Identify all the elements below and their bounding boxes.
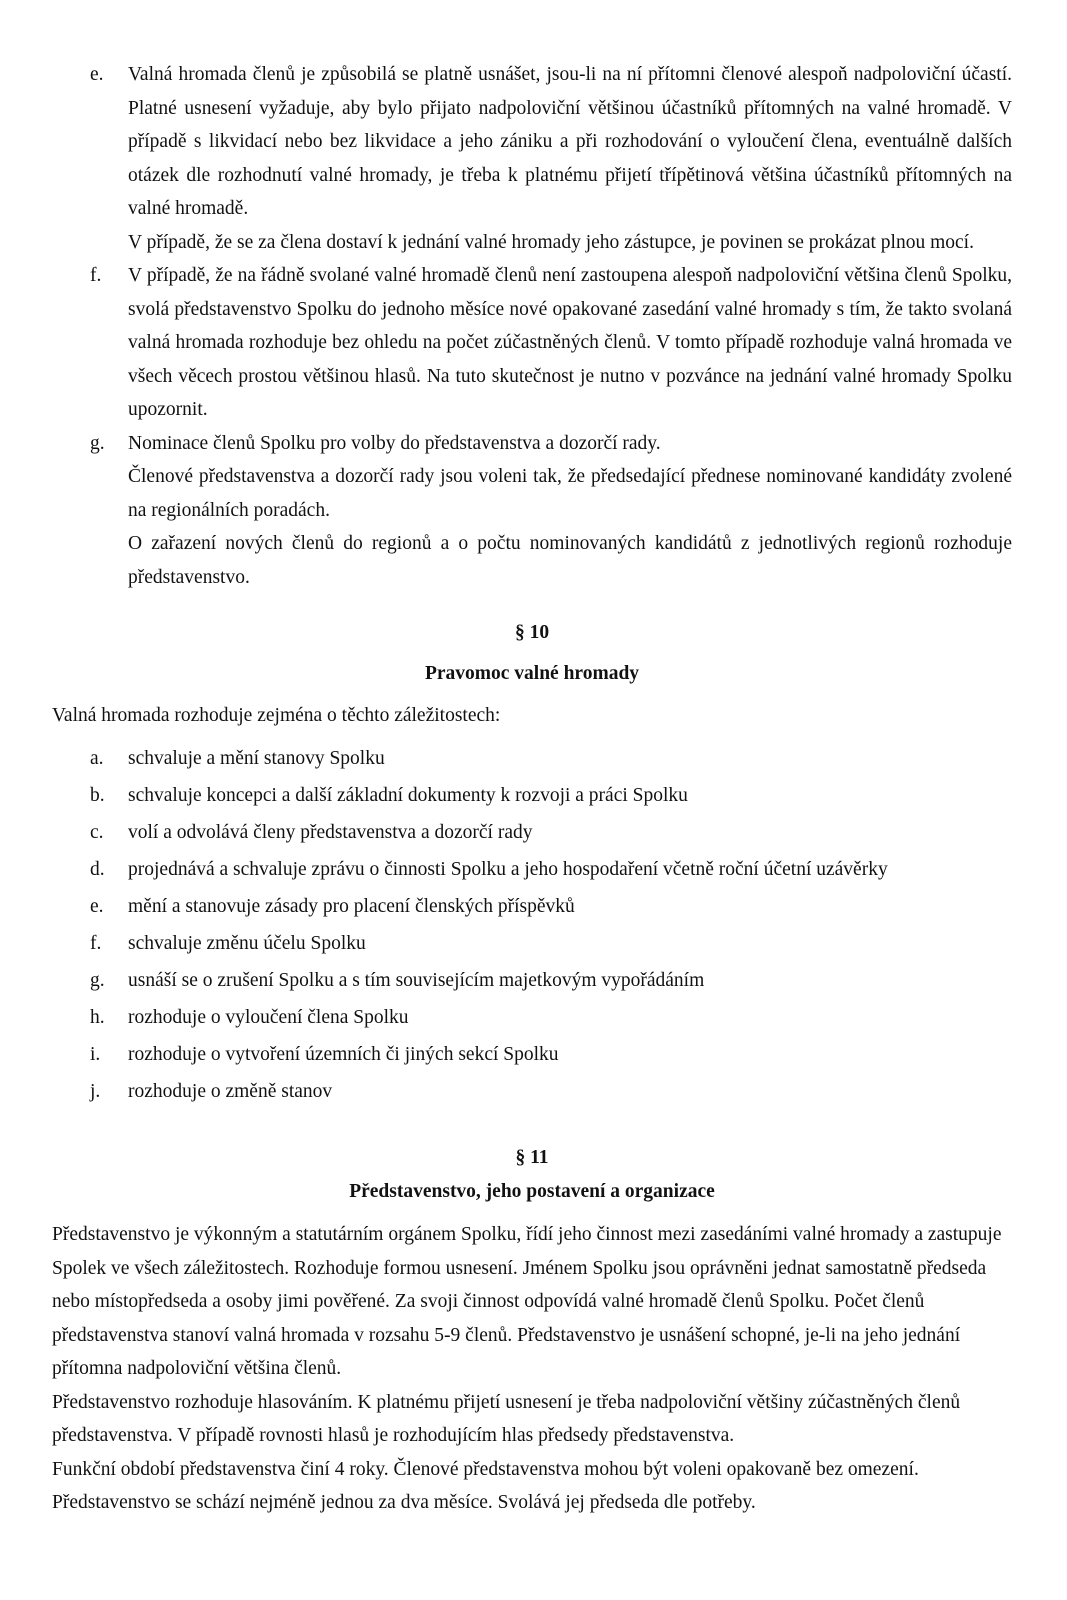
clause-marker-f: f.: [90, 265, 102, 286]
section-10-heading: [52, 616, 1012, 690]
clause-paragraph: V případě, že se za člena dostaví k jednání valné hromady jeho zástupce, je povinen se prokázat plnou mocí.: [128, 231, 974, 253]
clause-item-f: [52, 259, 1012, 427]
power-text: volí a odvolává členy představenstva a dozorčí rady: [128, 821, 533, 843]
power-marker-d: d.: [90, 858, 105, 880]
body-paragraph: Funkční období představenstva činí 4 roky. Členové představenstva mohou být voleni opakovaně bez omezení.: [52, 1458, 919, 1480]
power-item-c: [52, 816, 1012, 850]
body-paragraph: Představenstvo rozhoduje hlasováním. K platnému přijetí usnesení je třeba nadpoloviční většiny zúčastněných členů představenstva. V případě rovnosti hlasů je rozhodujícím hlas předsedy představenstva.: [52, 1391, 961, 1446]
section-10-intro: Valná hromada rozhoduje zejména o těchto záležitostech:: [52, 705, 501, 726]
clause-marker-g: g.: [90, 432, 105, 454]
power-item-b: [52, 779, 1012, 813]
body-paragraph: Představenstvo je výkonným a statutárním orgánem Spolku, řídí jeho činnost mezi zasedáními valné hromady a zastupuje Spolek ve všech záležitostech. Rozhoduje formou usnesení. Jménem Spolku jsou oprávněni jednat samostatně předseda nebo místopředseda a osoby jimi pověřené. Za svoji činnost odpovídá valné hromadě členů Spolku. Počet členů představenstva stanoví valná hromada v rozsahu 5-9 členů. Představenstvo je usnášení schopné, je-li na jeho jednání přítomna nadpoloviční většina členů.: [52, 1224, 1002, 1379]
power-item-g: [52, 964, 1012, 998]
clause-paragraph: O zařazení nových členů do regionů a o počtu nominovaných kandidátů z jednotlivých regionů rozhoduje představenstvo.: [128, 533, 1012, 588]
power-text: schvaluje změnu účelu Spolku: [128, 932, 366, 954]
power-item-h: [52, 1001, 1012, 1035]
clause-item-e: [52, 58, 1012, 259]
power-text: projednává a schvaluje zprávu o činnosti Spolku a jeho hospodaření včetně roční účetní uzávěrky: [128, 858, 888, 880]
clause-paragraph: Členové představenstva a dozorčí rady jsou voleni tak, že předsedající přednese nominované kandidáty zvolené na regionálních poradách.: [128, 466, 1012, 521]
body-paragraph: Představenstvo se schází nejméně jednou za dva měsíce. Svolává jej předseda dle potřeby.: [52, 1492, 756, 1513]
power-marker-h: h.: [90, 1006, 105, 1028]
section-11-title: Představenstvo, jeho postavení a organizace: [349, 1180, 715, 1202]
clause-paragraph: V případě, že na řádně svolané valné hromadě členů není zastoupena alespoň nadpoloviční většina členů Spolku, svolá představenstvo Spolku do jednoho měsíce nové opakované zasedání valné hromady s tím, že takto svolaná valná hromada rozhoduje bez ohledu na počet zúčastněných členů. V tomto případě rozhoduje valná hromada ve všech věcech prostou většinou hlasů. Na tuto skutečnost je nutno v pozvánce na jednání valné hromady Spolku upozornit.: [128, 265, 1012, 420]
section-11-number: § 11: [515, 1147, 549, 1168]
power-item-a: [52, 742, 1012, 776]
clause-marker-e: e.: [90, 64, 104, 85]
power-item-d: [52, 853, 1012, 887]
power-marker-c: c.: [90, 821, 104, 843]
power-item-e: [52, 890, 1012, 924]
power-text: rozhoduje o vytvoření územních či jiných sekcí Spolku: [128, 1043, 559, 1065]
powers-list: [52, 742, 1012, 1109]
power-marker-a: a.: [90, 747, 104, 769]
power-item-i: [52, 1038, 1012, 1072]
clause-list-top: [52, 58, 1012, 594]
power-marker-g: g.: [90, 969, 105, 991]
section-11-body: [52, 1218, 1012, 1520]
power-text: rozhoduje o vyloučení člena Spolku: [128, 1006, 409, 1028]
power-marker-j: j.: [90, 1080, 101, 1102]
power-marker-i: i.: [90, 1043, 101, 1065]
power-item-j: [52, 1075, 1012, 1109]
power-text: rozhoduje o změně stanov: [128, 1080, 333, 1102]
power-text: schvaluje a mění stanovy Spolku: [128, 747, 385, 769]
power-text: mění a stanovuje zásady pro placení členských příspěvků: [128, 895, 575, 917]
power-text: usnáší se o zrušení Spolku a s tím souvisejícím majetkovým vypořádáním: [128, 969, 705, 991]
section-10-number: § 10: [514, 622, 550, 643]
section-11-heading: [52, 1141, 1012, 1208]
power-marker-b: b.: [90, 784, 105, 806]
clause-paragraph: Valná hromada členů je způsobilá se platně usnášet, jsou-li na ní přítomni členové alespoň nadpoloviční účastí. Platné usnesení vyžaduje, aby bylo přijato nadpoloviční většinou účastníků přítomných na valné hromadě. V případě s likvidací nebo bez likvidace a jeho zániku a při rozhodování o vyloučení člena, eventuálně dalších otázek dle rozhodnutí valné hromady, je třeba k platnému přijetí třípětinová většina účastníků přítomných na valné hromadě.: [128, 64, 1012, 219]
section-10-title: Pravomoc valné hromady: [424, 662, 640, 684]
power-item-f: [52, 927, 1012, 961]
clause-item-g: [52, 427, 1012, 595]
power-marker-e: e.: [90, 895, 104, 917]
power-text: schvaluje koncepci a další základní dokumenty k rozvoji a práci Spolku: [128, 784, 688, 806]
power-marker-f: f.: [90, 932, 102, 954]
clause-paragraph: Nominace členů Spolku pro volby do představenstva a dozorčí rady.: [128, 432, 661, 454]
